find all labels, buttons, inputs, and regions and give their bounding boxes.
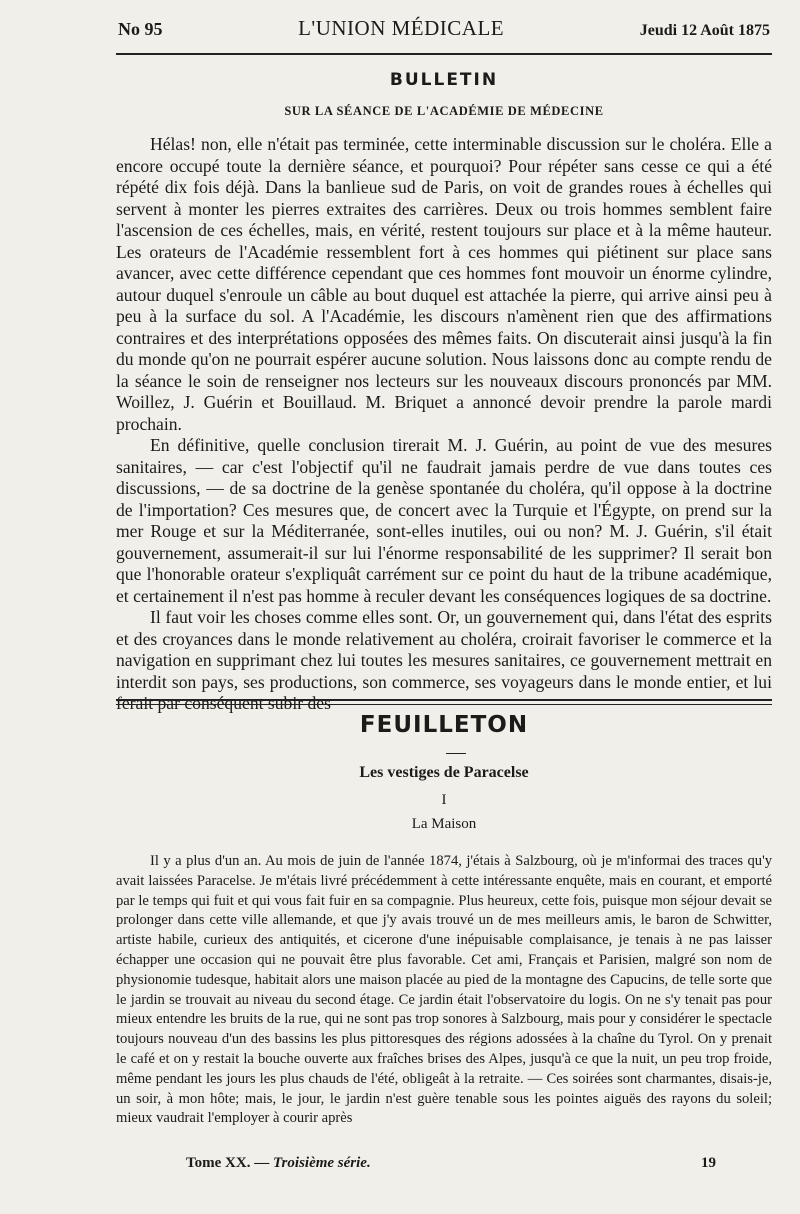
page-footer (186, 1155, 716, 1177)
feuilleton-body (116, 852, 772, 1129)
page-number: 19 (701, 1155, 716, 1171)
feuilleton-rule-bottom (116, 704, 772, 705)
header-rule (116, 53, 772, 55)
bulletin-title: BULLETIN (389, 70, 499, 90)
series-label: Troisième série. (272, 1155, 371, 1171)
bulletin-subtitle: SUR LA SÉANCE DE L'ACADÉMIE DE MÉDECINE (284, 104, 604, 118)
story-title: Les vestiges de Paracelse (359, 764, 529, 781)
journal-title: L'UNION MÉDICALE (298, 16, 505, 40)
chapter-number: I (441, 792, 447, 808)
feuilleton-paragraph: Il y a plus d'un an. Au mois de juin de l'année 1874, j'étais à Salzbourg, où je m'informai des traces qu'y avait laissées Paracelse. Je m'étais livré précédemment à cette intéressante enquête, mais en courant, et emporté par le temps qui fuit et qui vous fait fuir en sa compagnie. Plus heureux, cette fois, puisque mon séjour devait se prolonger dans cette ville allemande, et que j'y avais trouvé un de mes meilleurs amis, le baron de Schwitter, artiste habile, curieux des antiquités, et cicerone d'une inépuisable complaisance, je tenais à ne pas laisser échapper une occasion qui ne pouvait être plus favorable. Cet ami, Français et Parisien, malgré son nom de physionomie tudesque, habitait alors une maison placée au pied de la montagne des Capucins, de telle sorte que le jardin se trouvait au niveau du second étage. Ce jardin était l'observatoire du logis. On ne s'y tenait pas pour mieux entendre les bruits de la rue, qui ne sont pas trop sonores à Salzbourg, mais pour y considérer le spectacle toujours nouveau d'un des bassins les plus pittoresques des régions adossées à la chaîne du Tyrol. On y prenait le café et on y restait la bouche ouverte aux fraîches brises des Alpes, jusqu'à ce que la nuit, un peu trop froide, même pendant les jours les plus chauds de l'été, obligeât à la retraite. — Ces soirées sont charmantes, disais-je, un soir, à mon hôte; mais, le jour, le jardin n'est guère tenable sous les pointes aiguës des rayons du soleil; mieux vaudrait l'employer à courir après (116, 853, 772, 1127)
title-dash (446, 753, 466, 754)
bulletin-paragraph: En définitive, quelle conclusion tirerait M. J. Guérin, au point de vue des mesures sanitaires, — car c'est l'objectif qu'il ne faudrait jamais perdre de vue dans toutes ces discussions, — de sa doctrine de la genèse spontanée du choléra, qu'il oppose à la doctrine de l'importation? Ces mesures que, de concert avec la Turquie et l'Égypte, on prend sur la mer Rouge et sur la Méditerranée, sont-elles inutiles, oui ou non? M. J. Guérin, s'il était gouvernement, assumerait-il sur lui l'énorme responsabilité de les supprimer? Il serait bon que l'honorable orateur s'expliquât carrément sur ce point du haut de la tribune académique, et certainement il n'est pas homme à reculer devant les conséquences logiques de sa doctrine. (116, 435, 772, 606)
feuilleton-rule-top (116, 699, 772, 701)
chapter-title: La Maison (411, 816, 477, 832)
bulletin-paragraph: Hélas! non, elle n'était pas terminée, cette interminable discussion sur le choléra. Elle a encore occupé toute la dernière séance, et pourquoi? Pour répéter sans cesse ce qui a été répété dix fois déjà. Dans la banlieue sud de Paris, on voit de grandes roues à échelles qui servent à monter les pierres extraites des carrières. Deux ou trois hommes semblent faire l'ascension de ces échelles, mais, en vérité, restent toujours sur place et à la même hauteur. Les orateurs de l'Académie ressemblent fort à ces hommes qui piétinent sur place sans avancer, avec cette différence cependant que ces hommes font mouvoir un énorme cylindre, autour duquel s'enroule un câble au bout duquel est attachée la pierre, qui arrive ainsi peu à peu à la surface du sol. A l'Académie, les discours n'amènent rien que des affirmations contraires et des interprétations opposées des mêmes faits. On discuterait ainsi jusqu'à la fin du monde qu'on ne pourrait espérer aucune solution. Nous laissons donc au compte rendu de la séance le soin de renseigner nos lecteurs sur les nouveaux discours prononcés par MM. Woillez, J. Guérin et Bouillaud. M. Briquet a annoncé devoir prendre la parole mardi prochain. (116, 134, 772, 434)
bulletin-paragraph: Il faut voir les choses comme elles sont. Or, un gouvernement qui, dans l'état des esprits et des croyances dans le monde relativement au choléra, croirait favoriser le commerce et la navigation en supprimant chez lui toutes les mesures sanitaires, ce gouvernement mettrait en interdit son pays, ses productions, son commerce, ses voyageurs dans le monde entier, et lui ferait par conséquent subir des (116, 607, 772, 713)
volume-info (186, 1155, 371, 1172)
feuilleton-title: FEUILLETON (359, 712, 529, 738)
issue-number: No 95 (118, 19, 163, 39)
page-header (118, 16, 770, 48)
bulletin-body (116, 134, 772, 715)
volume-label: Tome XX. — (186, 1155, 270, 1171)
issue-date: Jeudi 12 Août 1875 (639, 22, 770, 39)
